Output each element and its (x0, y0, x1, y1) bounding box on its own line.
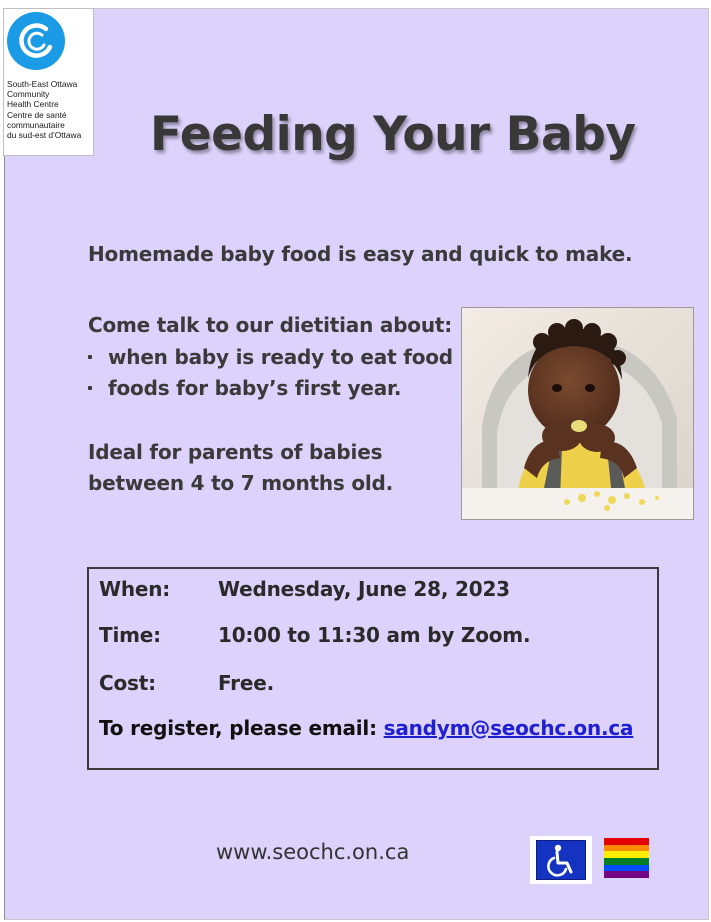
flag-stripe (604, 865, 649, 872)
baby-photo-illustration (462, 308, 694, 520)
audience-line: Ideal for parents of babies (88, 440, 383, 464)
organization-logo (3, 8, 94, 156)
audience-line: between 4 to 7 months old. (88, 471, 394, 495)
when-label: When: (99, 577, 171, 601)
flag-stripe (604, 851, 649, 858)
website-url: www.seochc.on.ca (216, 840, 410, 864)
flag-stripe (604, 858, 649, 865)
baby-eating-photo (461, 307, 694, 520)
logo-name (7, 79, 95, 140)
accessibility-badge (530, 836, 592, 884)
list-item-text: foods for baby’s first year. (108, 376, 402, 400)
time-value: 10:00 to 11:30 am by Zoom. (218, 623, 531, 647)
logo-swirl-icon (6, 11, 66, 71)
event-details-box (87, 567, 659, 770)
time-label: Time: (99, 623, 161, 647)
logo-line: Community (7, 89, 50, 100)
logo-line: South-East Ottawa (7, 79, 78, 89)
flag-stripe (604, 838, 649, 845)
when-value: Wednesday, June 28, 2023 (218, 577, 510, 601)
register-text: To register, please email: (99, 716, 384, 740)
bullet-icon (88, 386, 92, 390)
cost-value: Free. (218, 671, 274, 695)
audience-text (88, 437, 393, 499)
list-item-text: when baby is ready to eat food (108, 345, 453, 369)
cost-label: Cost: (99, 671, 156, 695)
page-title: Feeding Your Baby (150, 107, 636, 162)
logo-line: Health Centre (7, 99, 59, 110)
logo-line: du sud-est d'Ottawa (7, 130, 82, 141)
wheelchair-icon (536, 840, 586, 880)
list-item (88, 374, 453, 405)
intro-text: Homemade baby food is easy and quick to make. (88, 242, 633, 266)
logo-line: Centre de santé (7, 109, 67, 120)
register-line (99, 714, 633, 742)
rainbow-flag-icon (604, 838, 649, 878)
talk-heading: Come talk to our dietitian about: (88, 313, 453, 337)
flag-stripe (604, 845, 649, 852)
list-item (88, 343, 453, 374)
register-email-link[interactable]: sandym@seochc.on.ca (383, 716, 634, 740)
logo-line: communautaire (7, 119, 65, 130)
bullet-icon (88, 355, 92, 359)
topic-list (88, 343, 453, 405)
flag-stripe (604, 871, 649, 878)
